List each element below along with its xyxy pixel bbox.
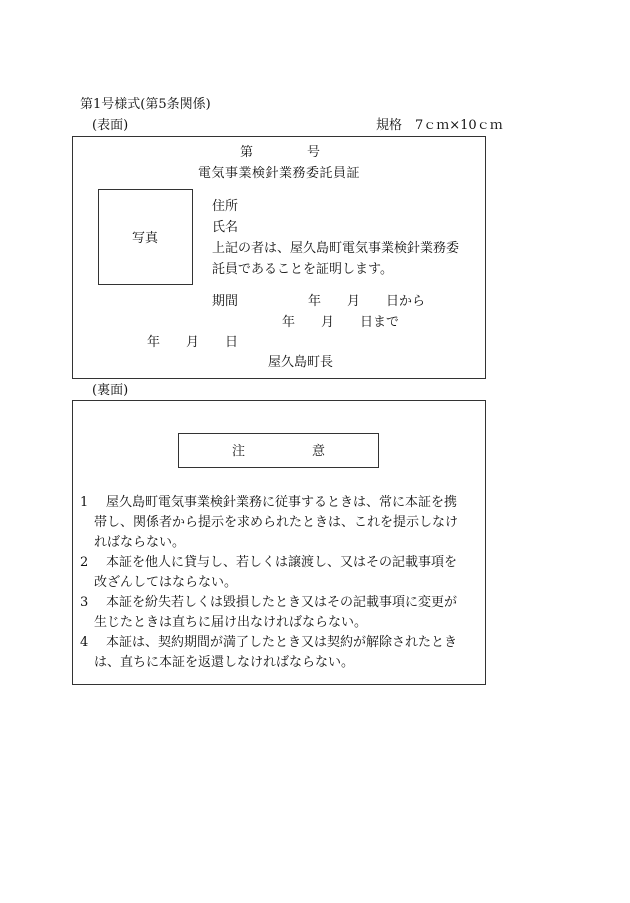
caution-title-1: 注	[232, 444, 246, 459]
size-label: 規格 7ｃｍ×10ｃｍ	[376, 118, 503, 133]
issuer: 屋久島町長	[268, 355, 334, 370]
front-label: (表面)	[92, 118, 129, 133]
number-label-go: 号	[307, 145, 321, 160]
note-number: 3	[80, 595, 89, 610]
photo-label: 写真	[132, 231, 159, 246]
notes-list	[80, 493, 485, 673]
certification-line-1: 上記の者は、屋久島町電気事業検針業務委	[212, 241, 460, 256]
note-text: 屋久島町電気事業検針業務に従事するときは、常に本証を携	[106, 495, 458, 510]
note-number: 2	[80, 555, 89, 570]
note-number: 4	[80, 635, 89, 650]
caution-title-2: 意	[312, 444, 326, 459]
back-label: (裏面)	[92, 383, 129, 398]
period-from: 年 月 日から	[308, 294, 426, 309]
note-text: は、直ちに本証を返還しなければならない。	[94, 655, 355, 670]
note-text: 改ざんしてはならない。	[94, 575, 238, 590]
note-text: 本証を他人に貸与し、若しくは譲渡し、又はその記載事項を	[106, 555, 458, 570]
note-item	[80, 593, 485, 633]
issue-date: 年 月 日	[147, 335, 239, 350]
form-title: 第1号様式(第5条関係)	[80, 97, 211, 112]
period-to: 年 月 日まで	[282, 315, 400, 330]
certification-line-2: 託員であることを証明します。	[212, 262, 393, 277]
note-item	[80, 553, 485, 593]
note-text: 生じたときは直ちに届け出なければならない。	[94, 615, 368, 630]
period-label: 期間	[212, 294, 239, 309]
note-item	[80, 633, 485, 673]
note-text: 帯し、関係者から提示を求められたときは、これを提示しなけ	[94, 515, 459, 530]
caution-box	[178, 433, 379, 468]
name-label: 氏名	[212, 220, 239, 235]
note-text: ればならない。	[94, 535, 186, 550]
note-number: 1	[80, 495, 89, 510]
card-title: 電気事業検針業務委託員証	[198, 166, 361, 181]
note-item	[80, 493, 485, 553]
note-text: 本証を紛失若しくは毀損したとき又はその記載事項に変更が	[106, 595, 458, 610]
note-text: 本証は、契約期間が満了したとき又は契約が解除されたとき	[106, 635, 458, 650]
number-label-dai: 第	[240, 145, 254, 160]
address-label: 住所	[212, 199, 239, 214]
